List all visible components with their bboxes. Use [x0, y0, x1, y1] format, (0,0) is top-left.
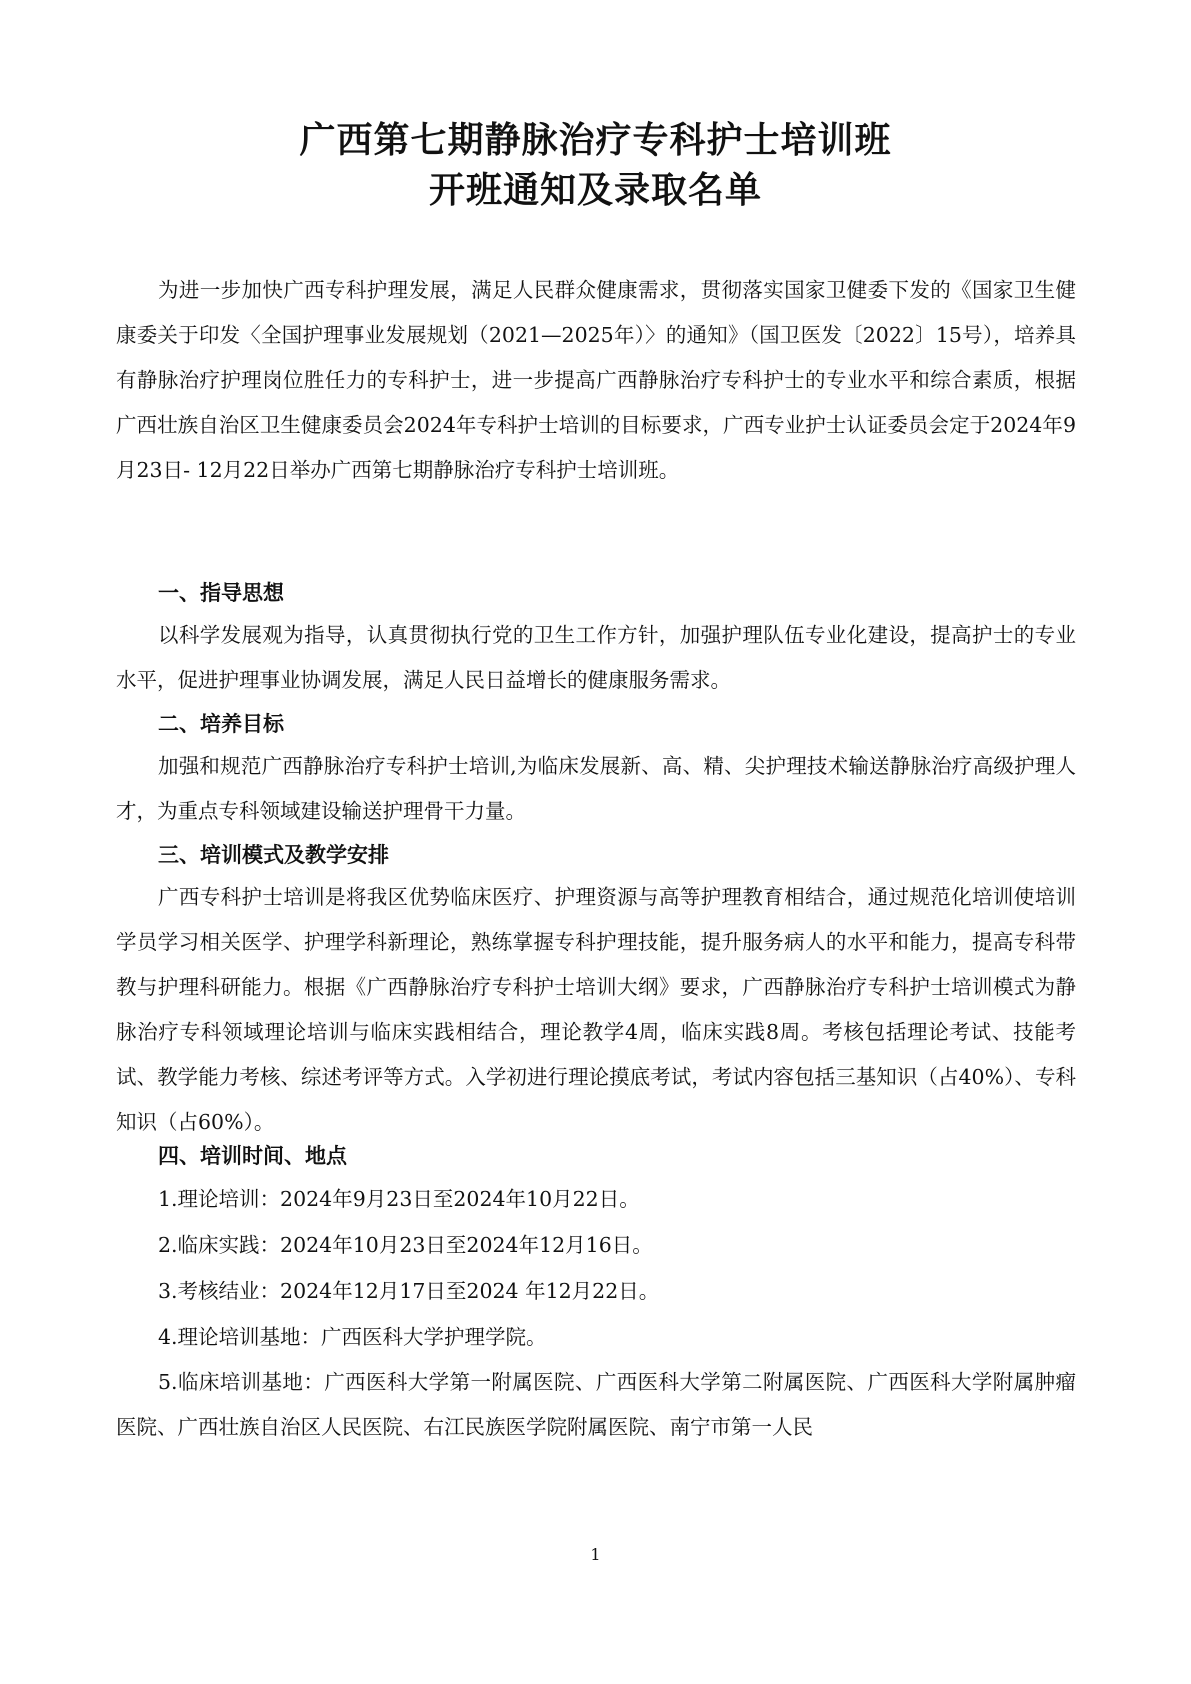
- document-title-line2: 开班通知及录取名单: [428, 170, 762, 211]
- document-title-line1: 广西第七期静脉治疗专科护士培训班: [299, 120, 892, 161]
- page-number: 1: [590, 1545, 601, 1564]
- section-text-training-goal: 加强和规范广西静脉治疗专科护士培训,为临床发展新、高、精、尖护理技术输送静脉治疗高级护理人才，为重点专科领域建设输送护理骨干力量。: [116, 754, 1076, 823]
- section-heading-guiding-thought: 一、指导思想: [158, 581, 284, 605]
- section-heading-training-mode: 三、培训模式及教学安排: [158, 843, 389, 867]
- list-item-clinical-base: 5.临床培训基地：广西医科大学第一附属医院、广西医科大学第二附属医院、广西医科大学附属肿瘤医院、广西壮族自治区人民医院、右江民族医学院附属医院、南宁市第一人民: [116, 1370, 1076, 1439]
- list-item-theory-base: 4.理论培训基地：广西医科大学护理学院。: [158, 1325, 547, 1349]
- list-item-assessment: 3.考核结业：2024年12月17日至2024 年12月22日。: [158, 1279, 660, 1303]
- section-text-guiding-thought: 以科学发展观为指导，认真贯彻执行党的卫生工作方针，加强护理队伍专业化建设，提高护士的专业水平，促进护理事业协调发展，满足人民日益增长的健康服务需求。: [116, 623, 1076, 692]
- section-heading-time-place: 四、培训时间、地点: [158, 1144, 347, 1168]
- intro-paragraph: 为进一步加快广西专科护理发展，满足人民群众健康需求，贯彻落实国家卫健委下发的《国家卫生健康委关于印发〈全国护理事业发展规划（2021—2025年）〉的通知》（国卫医发〔2022〕15号），培养具有静脉治疗护理岗位胜任力的专科护士，进一步提高广西静脉治疗专科护士的专业水平和综合素质，根据广西壮族自治区卫生健康委员会2024年专科护士培训的目标要求，广西专业护士认证委员会定于2024年9月23日- 12月22日举办广西第七期静脉治疗专科护士培训班。: [116, 278, 1076, 482]
- section-heading-training-goal: 二、培养目标: [158, 712, 284, 736]
- list-item-theory-training: 1.理论培训：2024年9月23日至2024年10月22日。: [158, 1187, 640, 1211]
- list-item-clinical-practice: 2.临床实践：2024年10月23日至2024年12月16日。: [158, 1233, 653, 1257]
- section-text-training-mode: 广西专科护士培训是将我区优势临床医疗、护理资源与高等护理教育相结合，通过规范化培训使培训学员学习相关医学、护理学科新理论，熟练掌握专科护理技能，提升服务病人的水平和能力，提高专科带教与护理科研能力。根据《广西静脉治疗专科护士培训大纲》要求，广西静脉治疗专科护士培训模式为静脉治疗专科领域理论培训与临床实践相结合，理论教学4周，临床实践8周。考核包括理论考试、技能考试、教学能力考核、综述考评等方式。入学初进行理论摸底考试，考试内容包括三基知识（占40%）、专科知识（占60%）。: [116, 885, 1076, 1134]
